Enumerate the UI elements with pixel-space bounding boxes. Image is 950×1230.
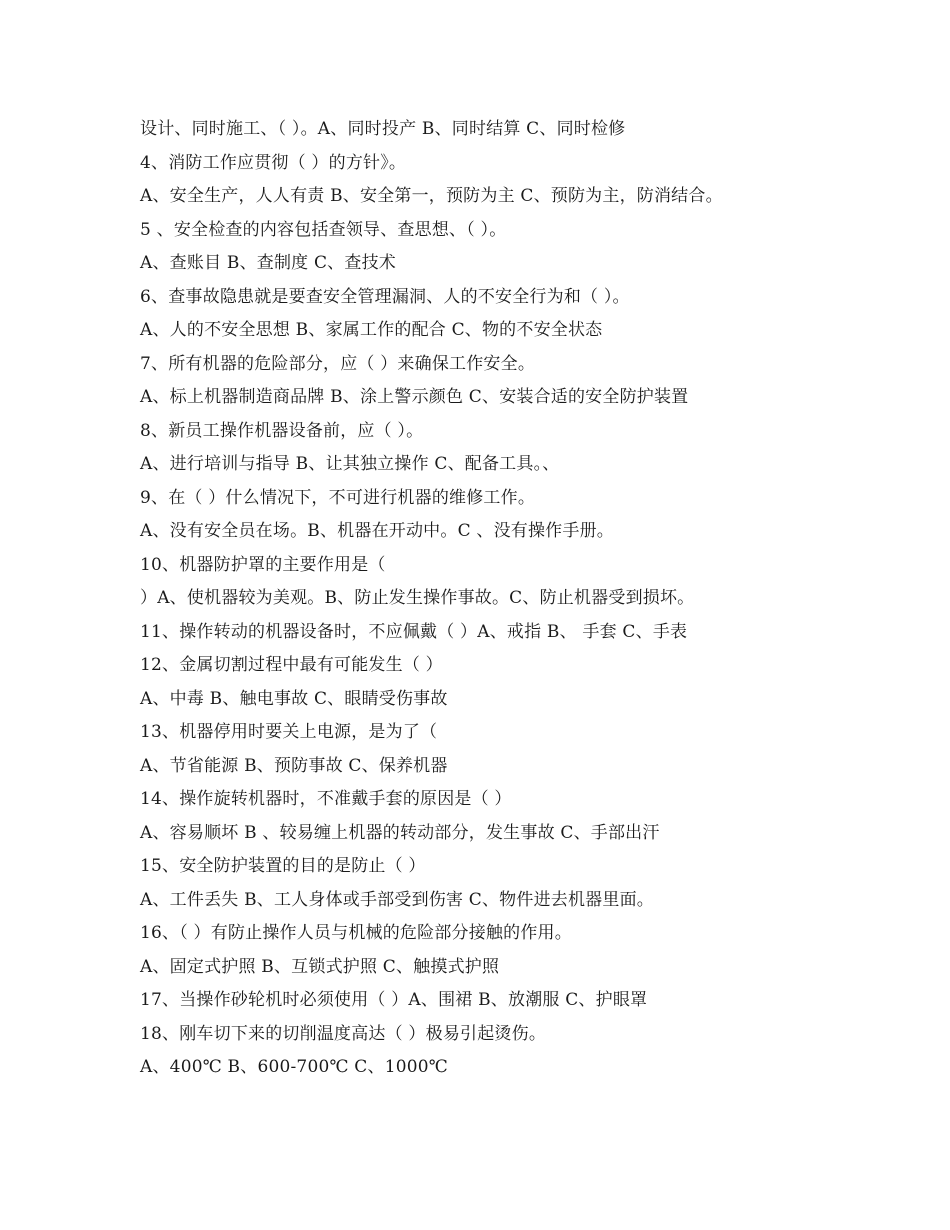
text-line-22: A、容易顺坏 B 、较易缠上机器的转动部分，发生事故 C、手部出汗 bbox=[140, 822, 660, 843]
text-line-6: 6、查事故隐患就是要查安全管理漏洞、人的不安全行为和（ ）。 bbox=[140, 286, 630, 307]
text-line-5: A、查账目 B、查制度 C、查技术 bbox=[140, 253, 396, 273]
text-line-25: 16、（ ）有防止操作人员与机械的危险部分接触的作用。 bbox=[140, 923, 572, 943]
text-line-2: 4、消防工作应贯彻（ ）的方针》。 bbox=[140, 152, 407, 173]
text-line-14: 10、机器防护罩的主要作用是（ bbox=[140, 554, 386, 575]
text-line-9: A、标上机器制造商品牌 B、涂上警示颜色 C、安装合适的安全防护装置 bbox=[140, 387, 689, 407]
text-line-19: 13、机器停用时要关上电源，是为了（ bbox=[140, 722, 438, 742]
text-line-29: A、400℃ B、600-700℃ C、1000℃ bbox=[140, 1057, 448, 1077]
text-line-13: A、没有安全员在场。B、机器在开动中。C 、没有操作手册。 bbox=[140, 521, 614, 541]
text-line-16: 11、操作转动的机器设备时，不应佩戴（ ）A、戒指 B、 手套 C、手表 bbox=[140, 621, 688, 642]
text-line-3: A、安全生产，人人有责 B、安全第一，预防为主 C、预防为主，防消结合。 bbox=[140, 186, 723, 206]
document-body bbox=[140, 113, 860, 1085]
text-line-24: A、工件丢失 B、工人身体或手部受到伤害 C、物件进去机器里面。 bbox=[140, 889, 654, 910]
text-line-11: A、进行培训与指导 B、让其独立操作 C、配备工具。、 bbox=[140, 454, 560, 474]
text-line-8: 7、所有机器的危险部分，应（ ）来确保工作安全。 bbox=[140, 353, 536, 374]
text-line-1: 设计、同时施工、（ ）。A、同时投产 B、同时结算 C、同时检修 bbox=[140, 119, 626, 139]
text-line-7: A、人的不安全思想 B、家属工作的配合 C、物的不安全状态 bbox=[140, 320, 603, 340]
text-line-15: ）A、使机器较为美观。B、防止发生操作事故。C、防止机器受到损坏。 bbox=[140, 588, 695, 608]
text-line-21: 14、操作旋转机器时，不准戴手套的原因是（ ） bbox=[140, 789, 512, 809]
text-line-27: 17、当操作砂轮机时必须使用（ ）A、围裙 B、放潮服 C、护眼罩 bbox=[140, 990, 648, 1010]
text-line-23: 15、安全防护装置的目的是防止（ ） bbox=[140, 856, 426, 876]
text-line-18: A、中毒 B、触电事故 C、眼睛受伤事故 bbox=[140, 688, 448, 709]
text-line-4: 5 、安全检查的内容包括查领导、查思想、（ ）。 bbox=[140, 219, 507, 240]
text-line-10: 8、新员工操作机器设备前，应（ ）。 bbox=[140, 420, 424, 441]
text-line-28: 18、刚车切下来的切削温度高达（ ）极易引起烫伤。 bbox=[140, 1023, 547, 1044]
text-line-20: A、节省能源 B、预防事故 C、保养机器 bbox=[140, 755, 448, 776]
text-line-12: 9、在（ ）什么情况下，不可进行机器的维修工作。 bbox=[140, 487, 536, 508]
text-line-17: 12、金属切割过程中最有可能发生（ ） bbox=[140, 655, 443, 675]
text-line-26: A、固定式护照 B、互锁式护照 C、触摸式护照 bbox=[140, 956, 500, 977]
